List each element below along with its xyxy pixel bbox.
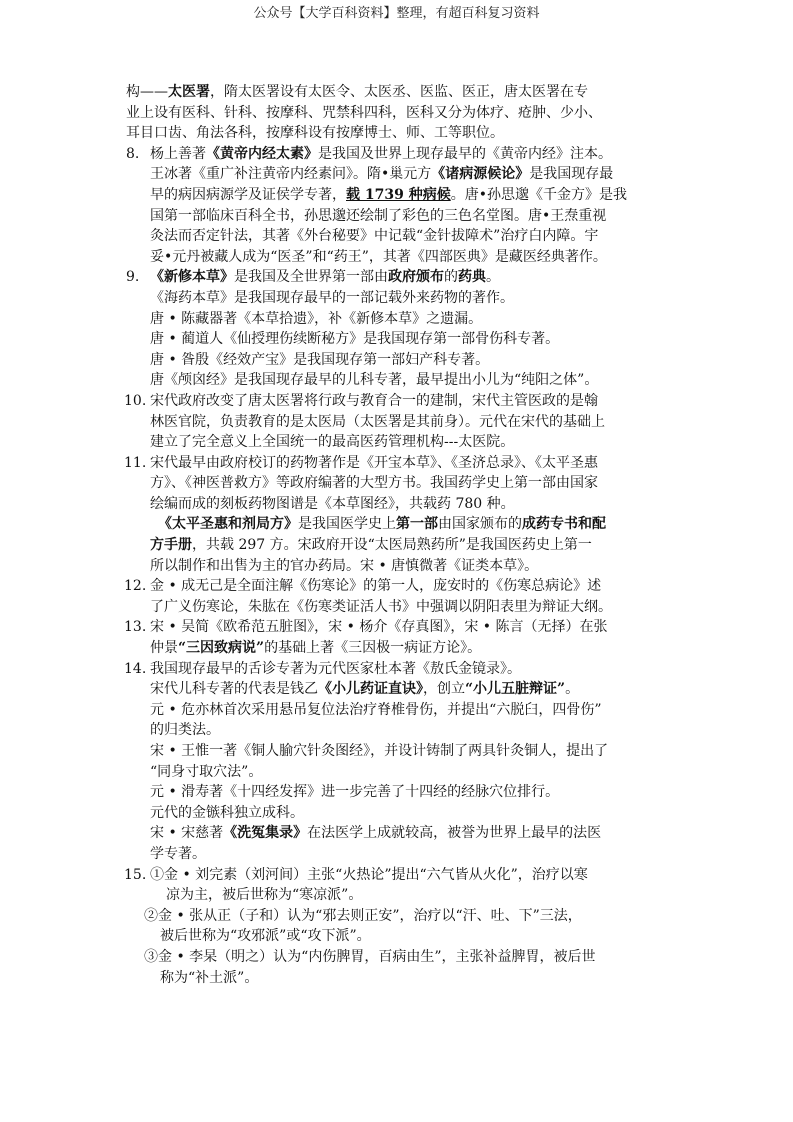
bold-term: 《诸病源候论》 xyxy=(431,166,530,183)
text-line: 宋代政府改变了唐太医署将行政与教育合一的建制，宋代主管医政的是翰 xyxy=(150,392,598,409)
item-number: 8. xyxy=(126,145,140,162)
item-number: 15. xyxy=(124,866,147,883)
text-run: ，隋太医署设有太医令、太医丞、医监、医正，唐太医署在专 xyxy=(210,84,588,100)
text-line: ①金 • 刘完素（刘河间）主张“火热论”提出“六气皆从火化”，治疗以寒 xyxy=(150,866,588,883)
bold-term: 第一部 xyxy=(396,516,438,533)
text-line: 国第一部临床百科全书，孙思邈还绘制了彩色的三色名堂图。唐•王焘重视 xyxy=(150,207,607,224)
text-line: 绘编而成的刻板药物图谱是《本草图经》，共载药 780 种。 xyxy=(150,495,515,512)
list-item-11 xyxy=(126,453,674,577)
text-line: 元代的金镞科独立成科。 xyxy=(150,804,304,821)
list-item-9 xyxy=(126,267,674,391)
text-line: 耳目口齿、角法各科，按摩科设有按摩博士、师、工等职位。 xyxy=(126,125,504,142)
text-line xyxy=(150,267,674,288)
text-line: 宋 • 吴简《欧希范五脏图》，宋 • 杨介《存真图》，宋 • 陈言（无择）在张 xyxy=(150,619,608,636)
text-line: 凉为主，被后世称为“寒凉派”。 xyxy=(166,887,363,904)
text-line: 林医官院，负责教育的是太医局（太医署是其前身）。元代在宋代的基础上 xyxy=(150,413,605,430)
school-item-3 xyxy=(126,947,674,988)
item-number: 13. xyxy=(124,619,147,636)
text-line: 方》、《神医普救方》等政府编著的大型方书。我国药学史上第一部由国家 xyxy=(150,475,598,492)
bold-term: 药典 xyxy=(458,269,486,286)
bold-term: 成药专书和配 xyxy=(522,516,606,533)
text-line xyxy=(150,185,674,206)
item-number: 14. xyxy=(124,660,147,677)
text-run: 的基础上著《三因极一病证方论》。 xyxy=(264,640,482,657)
text-line: 我国现存最早的舌诊专著为元代医家杜本著《敖氏金镜录》。 xyxy=(150,660,521,677)
text-line: 建立了完全意义上全国统一的最高医药管理机构---太医院。 xyxy=(150,434,515,451)
text-run: 是我国医学史上 xyxy=(298,516,396,533)
text-line xyxy=(150,638,674,659)
text-line: 宋 • 王惟一著《铜人腧穴针灸图经》，并设计铸制了两具针灸铜人，提出了 xyxy=(150,743,609,759)
bold-term: 载 1739 种病候 xyxy=(346,186,451,203)
list-item-14 xyxy=(126,659,674,865)
page-header: 公众号【大学百科资料】整理，有超百科复习资料 xyxy=(253,6,540,21)
item-number: 10. xyxy=(124,392,147,409)
bold-term: 《洗冤集录》 xyxy=(223,825,308,842)
text-run: 是我国及世界上现存最早的《黄帝内经》注本。 xyxy=(318,145,612,162)
text-run: 由国家颁布的 xyxy=(438,516,522,533)
text-line: 业上设有医科、针科、按摩科、咒禁科四科，医科又分为体疗、疮肿、少小、 xyxy=(126,104,602,121)
text-run: 宋代儿科专著的代表是钱乙 xyxy=(150,681,318,698)
document-body xyxy=(126,82,674,988)
text-run: 是我国及全世界第一部由 xyxy=(234,269,388,286)
text-run: 早的病因病源学及证侯学专著， xyxy=(150,186,346,203)
text-line xyxy=(150,144,674,165)
text-run: 。 xyxy=(486,269,500,286)
text-run: 仲景 xyxy=(150,640,178,657)
text-line xyxy=(150,823,674,844)
text-line: ②金 • 张从正（子和）认为“邪去则正安”，治疗以“汗、吐、下”三法， xyxy=(144,907,582,924)
text-line: 唐 • 昝殷《经效产宝》是我国现存第一部妇产科专著。 xyxy=(150,351,490,368)
list-item-15 xyxy=(126,865,674,906)
text-line: 妥•元丹被藏人成为“医圣”和“药王”，其著《四部医典》是藏医经典著作。 xyxy=(150,248,607,265)
text-run: 王冰著《重广补注黄帝内经素问》。隋•巢元方 xyxy=(150,166,432,183)
text-line: 灸法而否定针法，其著《外台秘要》中记载“金针拔障术”治疗白内障。宇 xyxy=(150,228,599,245)
text-line: 的归类法。 xyxy=(150,722,220,739)
text-line: 唐 • 蔺道人《仙授理伤续断秘方》是我国现存第一部骨伤科专著。 xyxy=(150,331,560,348)
school-item-2 xyxy=(126,906,674,947)
text-line: 《海药本草》是我国现存最早的一部记载外来药物的著作。 xyxy=(150,289,514,306)
text-run: 。唐•孙思邈《千金方》是我 xyxy=(450,186,627,203)
text-run: 是我国现存最 xyxy=(529,166,614,183)
text-line: 称为“补土派”。 xyxy=(160,969,259,986)
bold-term: 政府颁布 xyxy=(388,269,444,286)
bold-term: 《太平圣惠和剂局方》 xyxy=(158,516,298,533)
text-line: “同身寸取穴法”。 xyxy=(150,763,263,780)
text-line xyxy=(150,535,674,556)
text-run: ，创立 xyxy=(423,681,465,698)
text-line xyxy=(150,679,674,700)
text-run: ，共载 297 方。宋政府开设“太医局熟药所”是我国医药史上第一 xyxy=(192,537,592,554)
text-line: 所以制作和出售为主的官办药局。宋 • 唐慎微著《证类本草》。 xyxy=(150,557,539,574)
text-run: 的 xyxy=(444,269,458,286)
bold-term: 《新修本草》 xyxy=(150,269,234,286)
item-number: 11. xyxy=(124,454,147,471)
text-run: 在法医学上成就较高，被誉为世界上最早的法医 xyxy=(307,825,602,842)
text-line: 宋代最早由政府校订的药物著作是《开宝本草》、《圣济总录》、《太平圣惠 xyxy=(150,454,598,471)
list-item-13 xyxy=(126,617,674,658)
intro-paragraph xyxy=(126,82,674,144)
text-line: 唐 • 陈藏器著《本草拾遗》，补《新修本草》之遗漏。 xyxy=(150,310,483,327)
text-line: 金 • 成无己是全面注解《伤寒论》的第一人，庞安时的《伤寒总病论》述 xyxy=(150,578,602,595)
bold-term: 太医署 xyxy=(168,84,210,100)
text-line: 唐《颅囟经》是我国现存最早的儿科专著，最早提出小儿为“纯阳之体”。 xyxy=(150,372,599,389)
text-line: 元 • 危亦林首次采用悬吊复位法治疗脊椎骨伤，并提出“六脱臼，四骨伤” xyxy=(150,701,602,718)
text-line xyxy=(126,82,674,103)
text-line xyxy=(150,164,674,185)
text-line: 被后世称为“攻邪派”或“攻下派”。 xyxy=(160,928,371,945)
item-number: 9. xyxy=(126,269,140,286)
bold-term: 《黄帝内经太素》 xyxy=(206,145,318,162)
list-item-12 xyxy=(126,576,674,617)
bold-term: 《小儿药证直诀》 xyxy=(318,681,423,698)
text-line: 学专著。 xyxy=(150,845,206,862)
text-run: 。 xyxy=(565,681,580,698)
text-line: 了广义伤寒论，朱肱在《伤寒类证活人书》中强调以阴阳表里为辩证大纲。 xyxy=(150,598,612,615)
list-item-10 xyxy=(126,391,674,453)
text-line: 元 • 滑寿著《十四经发挥》进一步完善了十四经的经脉穴位排行。 xyxy=(150,784,560,801)
item-number: 12. xyxy=(124,578,147,595)
text-line xyxy=(150,514,674,535)
bold-term: 方手册 xyxy=(150,537,192,554)
text-run: 构—— xyxy=(126,84,168,100)
text-run: 宋 • 宋慈著 xyxy=(150,825,224,842)
bold-term: “三因致病说” xyxy=(178,640,265,657)
list-item-8 xyxy=(126,144,674,268)
bold-term: “小儿五脏辩证” xyxy=(465,681,566,698)
text-line: ③金 • 李杲（明之）认为“内伤脾胃，百病由生”，主张补益脾胃，被后世 xyxy=(144,948,596,965)
text-run: 杨上善著 xyxy=(150,145,206,162)
